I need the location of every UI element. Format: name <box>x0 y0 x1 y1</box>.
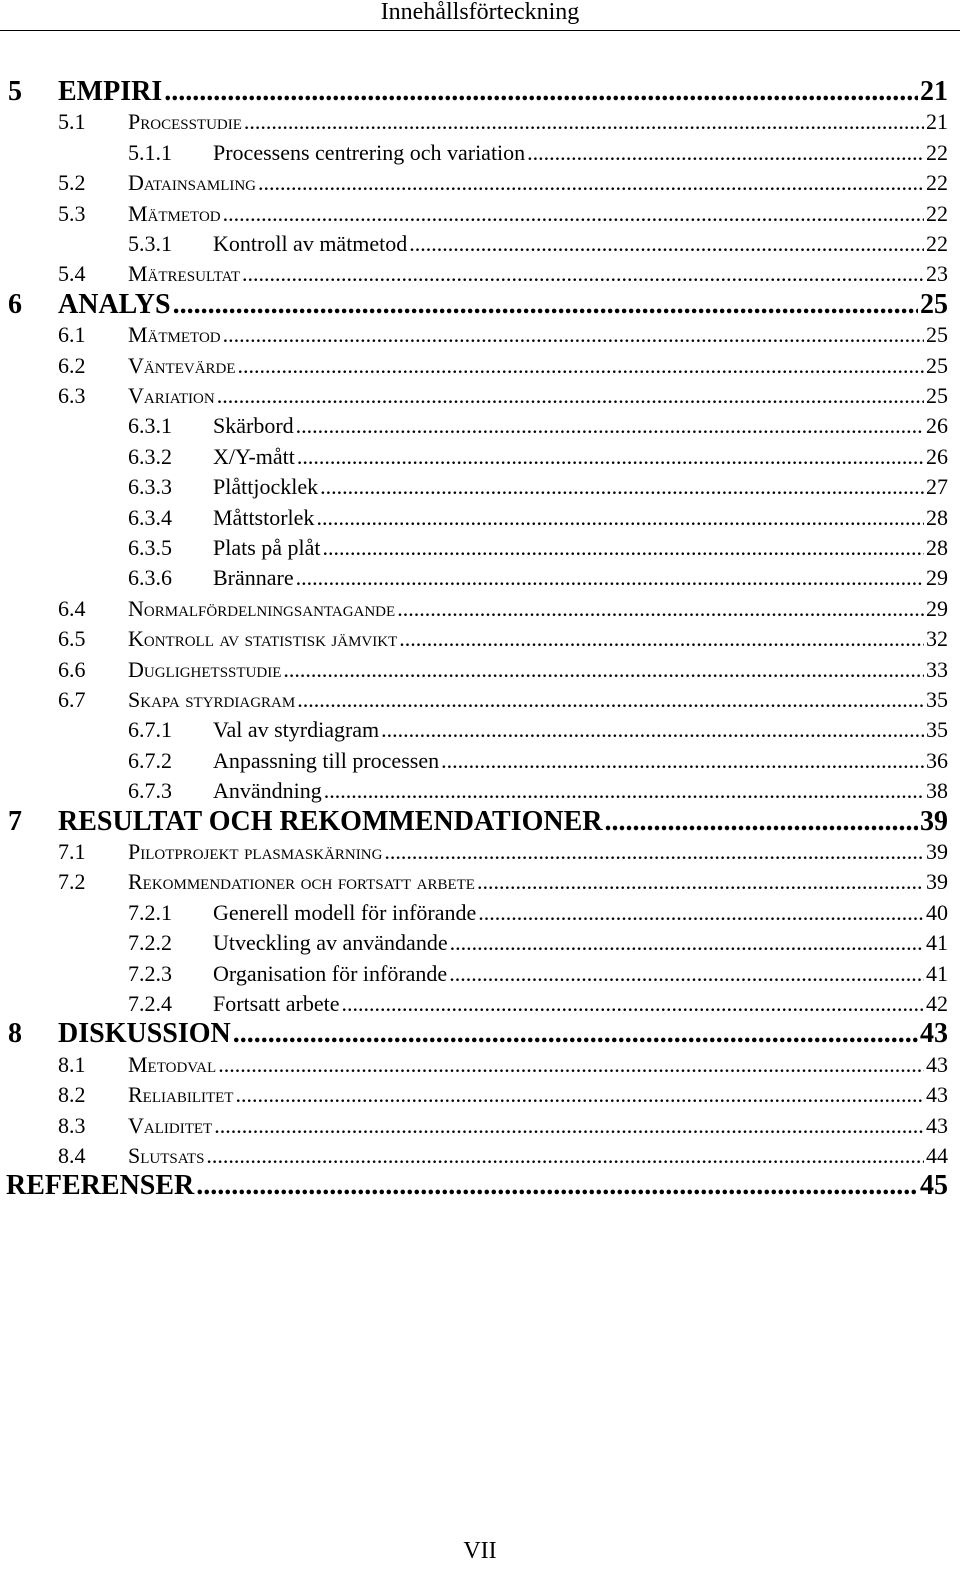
toc-entry-number: 7.2.2 <box>128 930 172 956</box>
toc-entry-title: Skapa styrdiagram <box>128 687 296 712</box>
dot-leader <box>218 1052 924 1078</box>
toc-entry-page: 35 <box>926 687 948 712</box>
toc-entry-number: 6.3.1 <box>128 413 172 439</box>
toc-entry[interactable] <box>0 137 960 169</box>
toc-entry-page: 45 <box>920 1173 948 1200</box>
toc-entry-title: Mätmetod <box>128 322 221 348</box>
toc-entry-title: Validitet <box>128 1112 213 1138</box>
toc-entry-number: 5.2 <box>58 170 86 196</box>
toc-entry-title: Plats på plåt <box>213 535 321 560</box>
dot-leader <box>196 1173 918 1199</box>
toc-entry-page: 22 <box>926 170 948 196</box>
toc-entry[interactable] <box>0 76 960 108</box>
toc-entry[interactable] <box>0 1018 960 1050</box>
toc-entry[interactable] <box>0 866 960 898</box>
toc-entry[interactable] <box>0 1079 960 1111</box>
dot-leader <box>449 961 924 987</box>
toc-entry-title: Reliabilitet <box>128 1082 234 1108</box>
dot-leader <box>605 809 918 835</box>
toc-entry[interactable] <box>0 897 960 929</box>
dot-leader <box>527 140 924 166</box>
toc-entry-number: 6.2 <box>58 352 86 378</box>
toc-entry[interactable] <box>0 471 960 503</box>
toc-entry[interactable] <box>0 289 960 321</box>
dot-leader <box>217 383 924 409</box>
running-header: Innehållsförteckning <box>380 0 580 25</box>
dot-leader <box>244 109 924 135</box>
toc-entry-number: 5.4 <box>58 261 86 287</box>
dot-leader <box>233 1021 918 1047</box>
toc-entry-page: 22 <box>926 231 948 256</box>
toc-entry[interactable] <box>0 745 960 777</box>
dot-leader <box>478 900 924 926</box>
toc-entry-number: 6.7.2 <box>128 747 172 773</box>
toc-entry-number: 8.1 <box>58 1051 86 1077</box>
toc-entry-title: Rekommendationer och fortsatt arbete <box>128 869 475 895</box>
dot-leader <box>242 261 924 287</box>
toc-entry[interactable] <box>0 410 960 442</box>
toc-entry-title: X/Y-mått <box>213 443 295 469</box>
dot-leader <box>235 1082 924 1108</box>
dot-leader <box>296 565 924 591</box>
toc-entry[interactable] <box>0 228 960 260</box>
dot-leader <box>164 79 918 105</box>
toc-entry-number: 6 <box>8 288 22 320</box>
toc-entry[interactable] <box>0 1140 960 1172</box>
toc-entry-page: 26 <box>926 443 948 469</box>
dot-leader <box>450 930 924 956</box>
toc-entry[interactable] <box>0 532 960 564</box>
toc-entry-page: 27 <box>926 474 948 500</box>
toc-entry[interactable] <box>0 502 960 534</box>
toc-entry-page: 38 <box>926 778 948 804</box>
dot-leader <box>399 626 924 652</box>
dot-leader <box>341 991 924 1017</box>
toc-entry-number: 6.1 <box>58 322 86 348</box>
toc-entry-title: Organisation för införande <box>213 960 448 986</box>
toc-entry-page: 43 <box>926 1112 948 1138</box>
dot-leader <box>214 1113 924 1139</box>
toc-entry-title: Val av styrdiagram <box>213 717 380 743</box>
dot-leader <box>477 869 924 895</box>
dot-leader <box>223 322 924 348</box>
toc-entry-page: 43 <box>926 1051 948 1077</box>
toc-entry-title: Brännare <box>213 565 294 591</box>
dot-leader <box>296 413 924 439</box>
toc-entry[interactable] <box>0 806 960 838</box>
dot-leader <box>323 535 924 561</box>
toc-entry-title: Anpassning till processen <box>213 747 440 773</box>
toc-entry-title: Kontroll av statistisk jämvikt <box>128 626 398 652</box>
toc-entry-number: 5.3.1 <box>128 231 172 256</box>
toc-entry-title: Metodval <box>128 1051 217 1077</box>
toc-entry-title: Duglighetsstudie <box>128 656 282 682</box>
toc-entry-title: Normalfördelningsantagande <box>128 595 396 621</box>
toc-entry-page: 40 <box>926 899 948 925</box>
dot-leader <box>297 687 924 713</box>
toc-entry[interactable] <box>0 958 960 990</box>
toc-entry-page: 35 <box>926 717 948 743</box>
toc-entry-title: REFERENSER <box>6 1173 195 1200</box>
toc-entry[interactable] <box>0 106 960 138</box>
toc-entry-page: 32 <box>926 626 948 652</box>
toc-entry[interactable] <box>0 836 960 868</box>
toc-entry-title: Datainsamling <box>128 170 257 196</box>
toc-entry-title: Fortsatt arbete <box>213 991 340 1016</box>
toc-entry-page: 39 <box>926 839 948 864</box>
toc-entry-title: Kontroll av mätmetod <box>213 231 408 256</box>
toc-entry-page: 21 <box>920 79 948 105</box>
toc-entry[interactable] <box>0 684 960 716</box>
toc-entry[interactable] <box>0 927 960 959</box>
toc-entry-page: 23 <box>926 261 948 287</box>
toc-entry-number: 6.7 <box>58 687 86 712</box>
dot-leader <box>324 778 924 804</box>
toc-entry-title: EMPIRI <box>58 79 163 105</box>
toc-entry[interactable] <box>0 258 960 290</box>
toc-entry-number: 7.2.3 <box>128 960 172 986</box>
toc-entry-page: 21 <box>926 109 948 135</box>
toc-entry-number: 8.3 <box>58 1112 86 1138</box>
toc-entry-page: 28 <box>926 535 948 560</box>
toc-entry-title: Mätmetod <box>128 200 221 226</box>
dot-leader <box>397 596 924 622</box>
toc-entry-page: 25 <box>926 352 948 378</box>
toc-entry-title: Variation <box>128 383 215 408</box>
toc-entry-number: 7.2.4 <box>128 991 172 1016</box>
toc-entry-page: 29 <box>926 565 948 591</box>
toc-entry[interactable] <box>0 198 960 230</box>
toc-entry-page: 44 <box>926 1143 948 1168</box>
toc-entry-page: 41 <box>926 930 948 956</box>
toc-entry-title: Processens centrering och variation <box>213 139 526 165</box>
toc-entry-page: 25 <box>920 291 948 318</box>
toc-entry-title: Mätresultat <box>128 261 240 287</box>
dot-leader <box>173 292 918 318</box>
toc-entry[interactable] <box>0 167 960 199</box>
toc-entry-number: 6.3 <box>58 383 86 408</box>
toc-entry[interactable] <box>0 380 960 412</box>
toc-entry-page: 28 <box>926 504 948 530</box>
dot-leader <box>238 353 924 379</box>
toc-entry-number: 6.3.2 <box>128 443 172 469</box>
toc-entry-number: 7.2 <box>58 869 86 895</box>
toc-entry[interactable] <box>0 988 960 1020</box>
toc-entry-page: 25 <box>926 383 948 408</box>
toc-entry-page: 36 <box>926 747 948 773</box>
toc-entry-number: 7 <box>8 805 22 837</box>
toc-entry-title: Användning <box>213 778 322 804</box>
toc-entry-number: 5 <box>8 76 22 107</box>
toc-entry[interactable] <box>0 1110 960 1142</box>
dot-leader <box>283 657 924 683</box>
footer-page-number: VII <box>463 1538 497 1564</box>
dot-leader <box>316 505 924 531</box>
dot-leader <box>409 231 924 257</box>
toc-entry-title: Generell modell för införande <box>213 899 477 925</box>
dot-leader <box>258 170 924 196</box>
toc-entry[interactable] <box>0 775 960 807</box>
dot-leader <box>320 474 924 500</box>
toc-entry-number: 8.2 <box>58 1082 86 1108</box>
toc-entry-title: Måttstorlek <box>213 504 315 530</box>
toc-entry-title: DISKUSSION <box>58 1021 231 1048</box>
toc-entry[interactable] <box>0 1049 960 1081</box>
toc-entry-number: 6.3.6 <box>128 565 172 591</box>
toc-entry[interactable] <box>0 350 960 382</box>
toc-entry-page: 39 <box>926 869 948 895</box>
toc-entry[interactable] <box>0 714 960 746</box>
toc-entry-title: Processtudie <box>128 109 242 135</box>
toc-entry-page: 43 <box>926 1082 948 1108</box>
toc-entry-number: 6.5 <box>58 626 86 652</box>
dot-leader <box>441 748 924 774</box>
toc-entry-title: Slutsats <box>128 1143 205 1168</box>
dot-leader <box>223 201 924 227</box>
toc-entry-title: RESULTAT OCH REKOMMENDATIONER <box>58 808 603 835</box>
toc-entry[interactable] <box>0 654 960 686</box>
toc-entry-title: ANALYS <box>58 291 171 318</box>
toc-entry-page: 41 <box>926 960 948 986</box>
toc-entry-number: 6.4 <box>58 595 86 621</box>
toc-entry-number: 8.4 <box>58 1143 86 1168</box>
toc-entry[interactable] <box>0 623 960 655</box>
toc-entry-page: 22 <box>926 200 948 226</box>
toc-entry-page: 33 <box>926 656 948 682</box>
toc-entry[interactable] <box>0 1170 960 1202</box>
toc-entry[interactable] <box>0 319 960 351</box>
toc-entry-number: 5.1 <box>58 109 86 135</box>
toc-entry-title: Pilotprojekt plasmaskärning <box>128 839 383 864</box>
toc-entry-title: Plåttjocklek <box>213 474 319 500</box>
toc-entry-title: Utveckling av användande <box>213 930 448 956</box>
toc-entry[interactable] <box>0 441 960 473</box>
toc-entry-number: 6.7.1 <box>128 717 172 743</box>
toc-entry[interactable] <box>0 593 960 625</box>
toc-entry-number: 6.3.5 <box>128 535 172 560</box>
toc-entry-title: Väntevärde <box>128 352 236 378</box>
toc-entry-number: 6.6 <box>58 656 86 682</box>
toc-entry-number: 7.1 <box>58 839 86 864</box>
toc-entry-title: Skärbord <box>213 413 294 439</box>
toc-entry-number: 5.3 <box>58 200 86 226</box>
toc-entry-page: 29 <box>926 595 948 621</box>
toc-entry-number: 7.2.1 <box>128 899 172 925</box>
toc-entry-page: 22 <box>926 139 948 165</box>
toc-entry-page: 26 <box>926 413 948 439</box>
toc-entry[interactable] <box>0 562 960 594</box>
toc-entry-page: 42 <box>926 991 948 1016</box>
dot-leader <box>381 717 924 743</box>
toc-entry-number: 5.1.1 <box>128 139 172 165</box>
toc-entry-page: 39 <box>920 808 948 835</box>
toc-entry-page: 25 <box>926 322 948 348</box>
toc-entry-number: 8 <box>8 1018 22 1050</box>
toc-entry-number: 6.7.3 <box>128 778 172 804</box>
toc-entry-page: 43 <box>920 1021 948 1048</box>
toc-entry-number: 6.3.3 <box>128 474 172 500</box>
header-rule <box>0 30 960 31</box>
dot-leader <box>297 444 924 470</box>
dot-leader <box>206 1143 924 1169</box>
dot-leader <box>384 839 924 865</box>
toc-entry-number: 6.3.4 <box>128 504 172 530</box>
